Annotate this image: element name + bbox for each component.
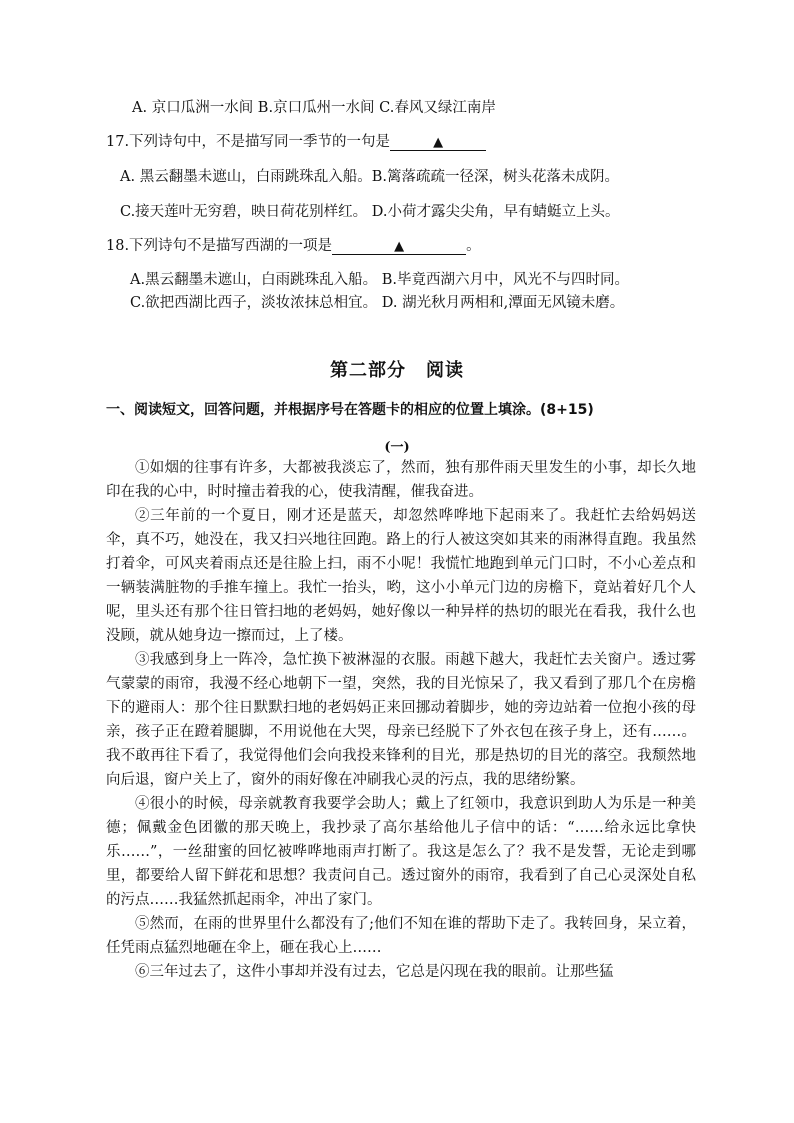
- q17-options-cd: C.接天莲叶无穷碧，映日荷花别样红。 D.小荷才露尖尖角，早有蜻蜓立上头。: [120, 204, 620, 220]
- q18-stem-end: 。: [466, 238, 481, 254]
- q18-answer-blank: [332, 238, 466, 255]
- passage-paragraph-2: ②三年前的一个夏日，刚才还是蓝天，却忽然哗哗地下起雨来了。我赶忙去给妈妈送伞，真不巧，她没在，我又扫兴地往回跑。路上的行人被这突如其来的雨淋得直跑。我虽然打着伞，可风夹着雨点还是往脸上扫，雨不小呢！我慌忙地跑到单元门口时，不小心差点和一辆装满脏物的手推车撞上。我忙一抬头，哟，这小小单元门边的房檐下，竟站着好几个人呢，里头还有那个往日管扫地的老妈妈，她好像以一种异样的热切的眼光在看我，我什么也没顾，就从她身边一擦而过，上了楼。: [106, 508, 696, 644]
- passage-paragraph-1: ①如烟的往事有许多，大都被我淡忘了，然而，独有那件雨天里发生的小事，却长久地印在我的心中，时时撞击着我的心，使我清醒，催我奋进。: [106, 460, 696, 500]
- section-part: 第二部分: [330, 360, 406, 381]
- q17-stem-text: 17.下列诗句中，不是描写同一季节的一句是: [106, 134, 391, 150]
- q18-options-cd: C.欲把西湖比西子，淡妆浓抹总相宜。 D. 湖光秋月两相和,潭面无风镜未磨。: [130, 295, 625, 311]
- q18-options-ab: A.黑云翻墨未遮山，白雨跳珠乱入船。 B.毕竟西湖六月中，风光不与四时同。: [130, 272, 629, 288]
- q17-options-ab: A. 黑云翻墨未遮山，白雨跳珠乱入船。B.篱落疏疏一径深，树头花落未成阴。: [120, 169, 619, 185]
- q18-blank-mark: ▲: [394, 239, 405, 254]
- q17-stem: [106, 132, 486, 152]
- reading-instruction: 一、阅读短文，回答问题，并根据序号在答题卡的相应的位置上填涂。(8+15): [106, 402, 594, 418]
- passage-paragraph-6: ⑥三年过去了，这件小事却并没有过去，它总是闪现在我的眼前。让那些猛: [135, 964, 614, 980]
- q16-options: A. 京口瓜洲一水间 B.京口瓜州一水间 C.春风又绿江南岸: [132, 100, 496, 116]
- section-heading: [0, 356, 794, 382]
- passage-number: (一): [384, 440, 410, 455]
- q17-blank-mark: ▲: [433, 135, 444, 150]
- passage-paragraph-4: ④很小的时候，母亲就教育我要学会助人；戴上了红领巾，我意识到助人为乐是一种美德；佩戴金色团徽的那天晚上，我抄录了高尔基给他儿子信中的话：“……给永远比拿快乐……”，一丝甜蜜的回忆被哗哗地雨声打断了。我这是怎么了？我不是发誓，无论走到哪里，都要给人留下鲜花和思想？我责问自己。透过窗外的雨帘，我看到了自己心灵深处自私的污点……我猛然抓起雨伞，冲出了家门。: [106, 796, 696, 908]
- q17-answer-blank: [390, 134, 486, 151]
- section-name: 阅读: [426, 360, 464, 381]
- passage-paragraph-3: ③我感到身上一阵冷，急忙换下被淋湿的衣服。雨越下越大，我赶忙去关窗户。透过雾气蒙蒙的雨帘，我漫不经心地朝下一望，突然，我的目光惊呆了，我又看到了那几个在房檐下的避雨人：那个往日默默扫地的老妈妈正来回挪动着脚步，她的旁边站着一位抱小孩的母亲，孩子正在蹬着腿脚，不用说他在大哭，母亲已经脱下了外衣包在孩子身上，还有……。我不敢再往下看了，我觉得他们会向我投来锋利的目光，那是热切的目光的落空。我颓然地向后退，窗户关上了，窗外的雨好像在冲刷我心灵的污点，我的思绪纷繁。: [106, 652, 696, 788]
- q18-stem: [106, 236, 481, 256]
- reading-passage: [106, 456, 696, 984]
- q18-stem-text: 18.下列诗句不是描写西湖的一项是: [106, 238, 333, 254]
- passage-paragraph-5: ⑤然而，在雨的世界里什么都没有了;他们不知在谁的帮助下走了。我转回身，呆立着，任凭雨点猛烈地砸在伞上，砸在我心上……: [106, 916, 696, 956]
